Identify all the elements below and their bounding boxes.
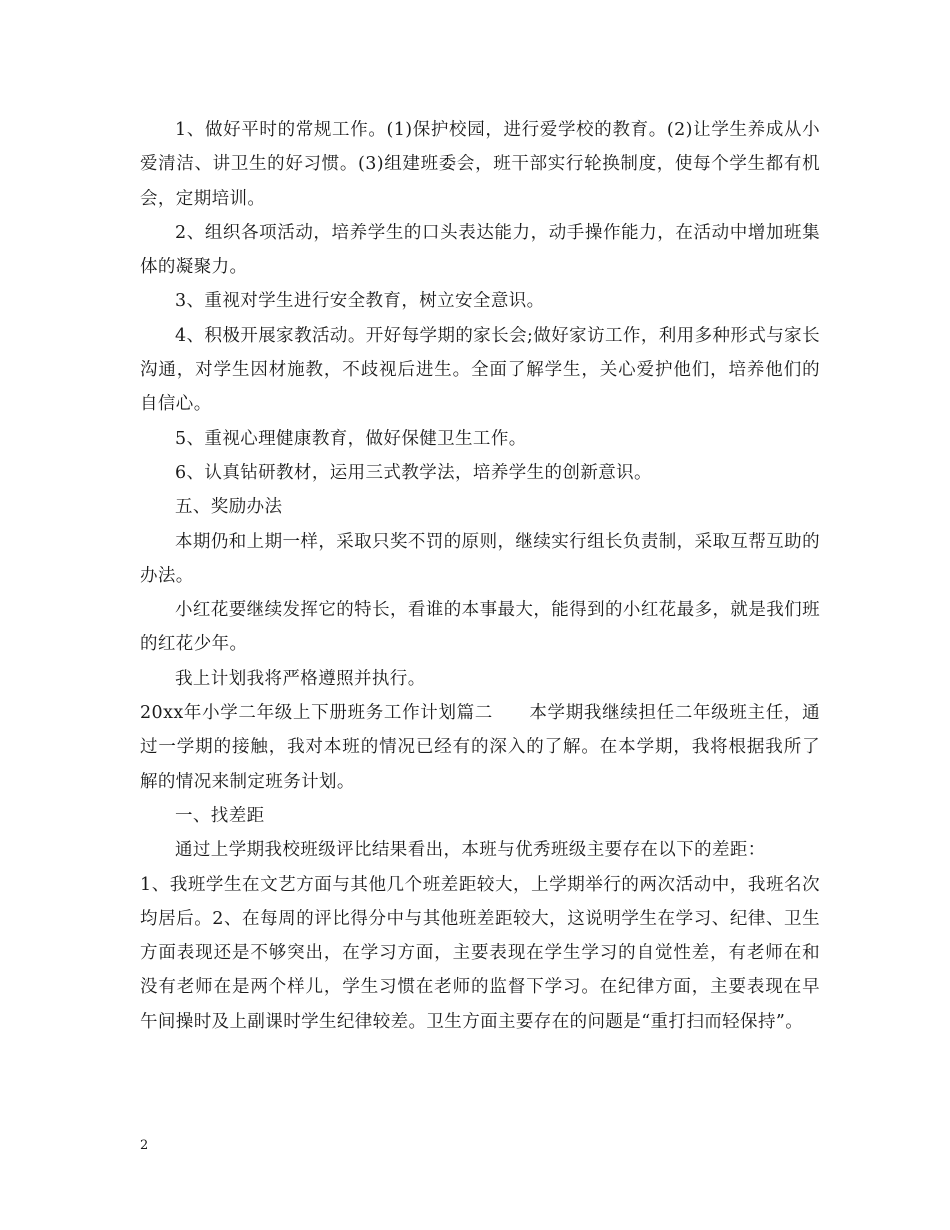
paragraph-routine-work: 1、做好平时的常规工作。(1)保护校园，进行爱学校的教育。(2)让学生养成从小爱清洁、讲卫生的好习惯。(3)组建班委会，班干部实行轮换制度，使每个学生都有机会，定期培训。 (140, 120, 820, 209)
paragraph-safety-education: 3、重视对学生进行安全教育，树立安全意识。 (175, 291, 545, 312)
paragraph-gap-details: 1、我班学生在文艺方面与其他几个班差距较大，上学期举行的两次活动中，我班名次均居后。2、在每周的评比得分中与其他班差距较大，这说明学生在学习、纪律、卫生方面表现还是不够突出，在学习方面，主要表现在学生学习的自觉性差，有老师在和没有老师在是两个样儿，学生习惯在老师的监督下学习。在纪律方面，主要表现在早午间操时及上副课时学生纪律较差。卫生方面主要存在的问题是“重打扫而轻保持”。 (140, 874, 820, 1032)
paragraph-gap-summary: 通过上学期我校班级评比结果看出，本班与优秀班级主要存在以下的差距： (175, 840, 766, 861)
page-number: 2 (140, 1138, 149, 1153)
section-heading-rewards: 五、奖励办法 (175, 497, 283, 518)
section-heading-find-gap: 一、找差距 (175, 805, 265, 826)
paragraph-commitment: 我上计划我将严格遵照并执行。 (175, 668, 426, 689)
paragraph-activities: 2、组织各项活动，培养学生的口头表达能力，动手操作能力，在活动中增加班集体的凝聚力。 (140, 222, 820, 278)
paragraph-red-flowers: 小红花要继续发挥它的特长，看谁的本事最大，能得到的小红花最多，就是我们班的红花少年。 (140, 600, 820, 655)
paragraph-teaching-materials: 6、认真钻研教材，运用三式教学法，培养学生的创新意识。 (175, 462, 652, 483)
paragraph-mental-health: 5、重视心理健康教育，做好保健卫生工作。 (175, 428, 527, 449)
paragraph-plan-two-intro: 20xx年小学二年级上下册班务工作计划篇二 本学期我继续担任二年级班主任，通过一学期的接触，我对本班的情况已经有的深入的了解。在本学期，我将根据我所了解的情况来制定班务计划。 (140, 703, 820, 792)
paragraph-reward-principle: 本期仍和上期一样，采取只奖不罚的原则，继续实行组长负责制，采取互帮互助的办法。 (140, 531, 820, 586)
document-body (140, 113, 820, 1039)
paragraph-home-education: 4、积极开展家教活动。开好每学期的家长会;做好家访工作，利用多种形式与家长沟通，对学生因材施教，不歧视后进生。全面了解学生，关心爱护他们，培养他们的自信心。 (140, 325, 820, 415)
